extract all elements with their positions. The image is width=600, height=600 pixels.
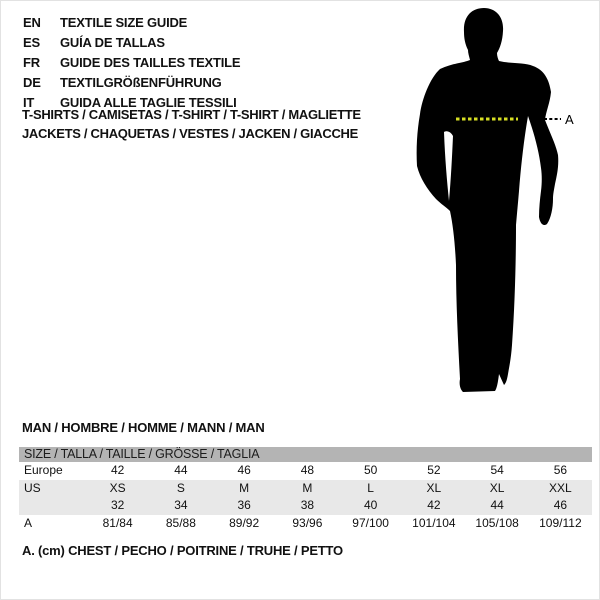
size-cell: 101/104 <box>412 515 456 530</box>
size-cell: 38 <box>300 498 315 512</box>
language-code: EN <box>23 15 41 30</box>
language-code: ES <box>23 35 40 50</box>
size-cell: 85/88 <box>165 515 196 530</box>
size-cell: XL <box>489 480 505 495</box>
size-cell: XL <box>426 480 442 495</box>
size-table-header: SIZE / TALLA / TAILLE / GRÖSSE / TAGLIA <box>19 447 592 462</box>
size-table <box>19 447 592 532</box>
man-silhouette-svg <box>403 3 583 401</box>
language-title: GUÍA DE TALLAS <box>60 35 165 50</box>
size-cell: 34 <box>174 498 188 512</box>
man-silhouette-figure <box>403 3 583 401</box>
size-cell: XXL <box>549 480 572 495</box>
table-row-europe <box>19 462 592 480</box>
row-label: US <box>24 480 41 495</box>
size-cell: 81/84 <box>102 515 133 530</box>
size-cell: L <box>367 480 374 495</box>
size-cell: M <box>302 480 313 495</box>
row-label <box>19 497 86 515</box>
table-row-us <box>19 480 592 498</box>
size-cell: 46 <box>553 498 568 512</box>
size-cell: 54 <box>490 463 504 477</box>
size-cell: 89/92 <box>229 515 260 530</box>
garment-line-tshirts: T-SHIRTS / CAMISETAS / T-SHIRT / T-SHIRT / MAGLIETTE <box>22 107 361 122</box>
size-cell: 50 <box>363 463 378 477</box>
size-cell: 93/96 <box>292 515 323 530</box>
size-cell: 42 <box>110 463 125 477</box>
size-cell: 48 <box>300 463 315 477</box>
size-cell: XS <box>109 480 126 495</box>
size-cell: 44 <box>174 463 188 477</box>
language-code: IT <box>23 95 35 110</box>
language-title: GUIDA ALLE TAGLIE TESSILI <box>60 95 237 110</box>
language-row <box>23 13 240 33</box>
size-cell: 36 <box>237 498 251 512</box>
size-cell: 40 <box>363 498 378 512</box>
garment-line-jackets: JACKETS / CHAQUETAS / VESTES / JACKEN / GIACCHE <box>22 126 358 141</box>
language-title: TEXTILE SIZE GUIDE <box>60 15 188 30</box>
language-row <box>23 73 240 93</box>
man-silhouette-path <box>417 8 559 392</box>
garment-types <box>22 105 361 143</box>
size-cell: 44 <box>490 498 504 512</box>
size-cell: 97/100 <box>352 515 389 530</box>
row-label: Europe <box>24 463 63 477</box>
language-list <box>23 13 240 113</box>
section-title-man: MAN / HOMBRE / HOMME / MANN / MAN <box>22 420 265 435</box>
size-cell: 42 <box>427 498 441 512</box>
language-row <box>23 53 240 73</box>
language-row <box>23 33 240 53</box>
measure-label-a: A <box>565 112 574 127</box>
table-row-numeric <box>19 497 592 515</box>
language-code: FR <box>23 55 40 70</box>
language-title: GUIDE DES TAILLES TEXTILE <box>60 55 241 70</box>
language-title: TEXTILGRÖßENFÜHRUNG <box>60 75 222 90</box>
table-row-chest-a <box>19 515 592 533</box>
size-cell: 52 <box>427 463 441 477</box>
size-cell: M <box>239 480 250 495</box>
size-cell: 56 <box>553 463 568 477</box>
row-label: A <box>24 515 33 530</box>
size-cell: 105/108 <box>475 515 519 530</box>
measurement-footnote: A. (cm) CHEST / PECHO / POITRINE / TRUHE / PETTO <box>22 543 343 558</box>
size-cell: 46 <box>237 463 251 477</box>
language-code: DE <box>23 75 41 90</box>
size-cell: 109/112 <box>539 515 582 530</box>
size-cell: 32 <box>110 498 125 512</box>
size-cell: S <box>176 480 185 495</box>
